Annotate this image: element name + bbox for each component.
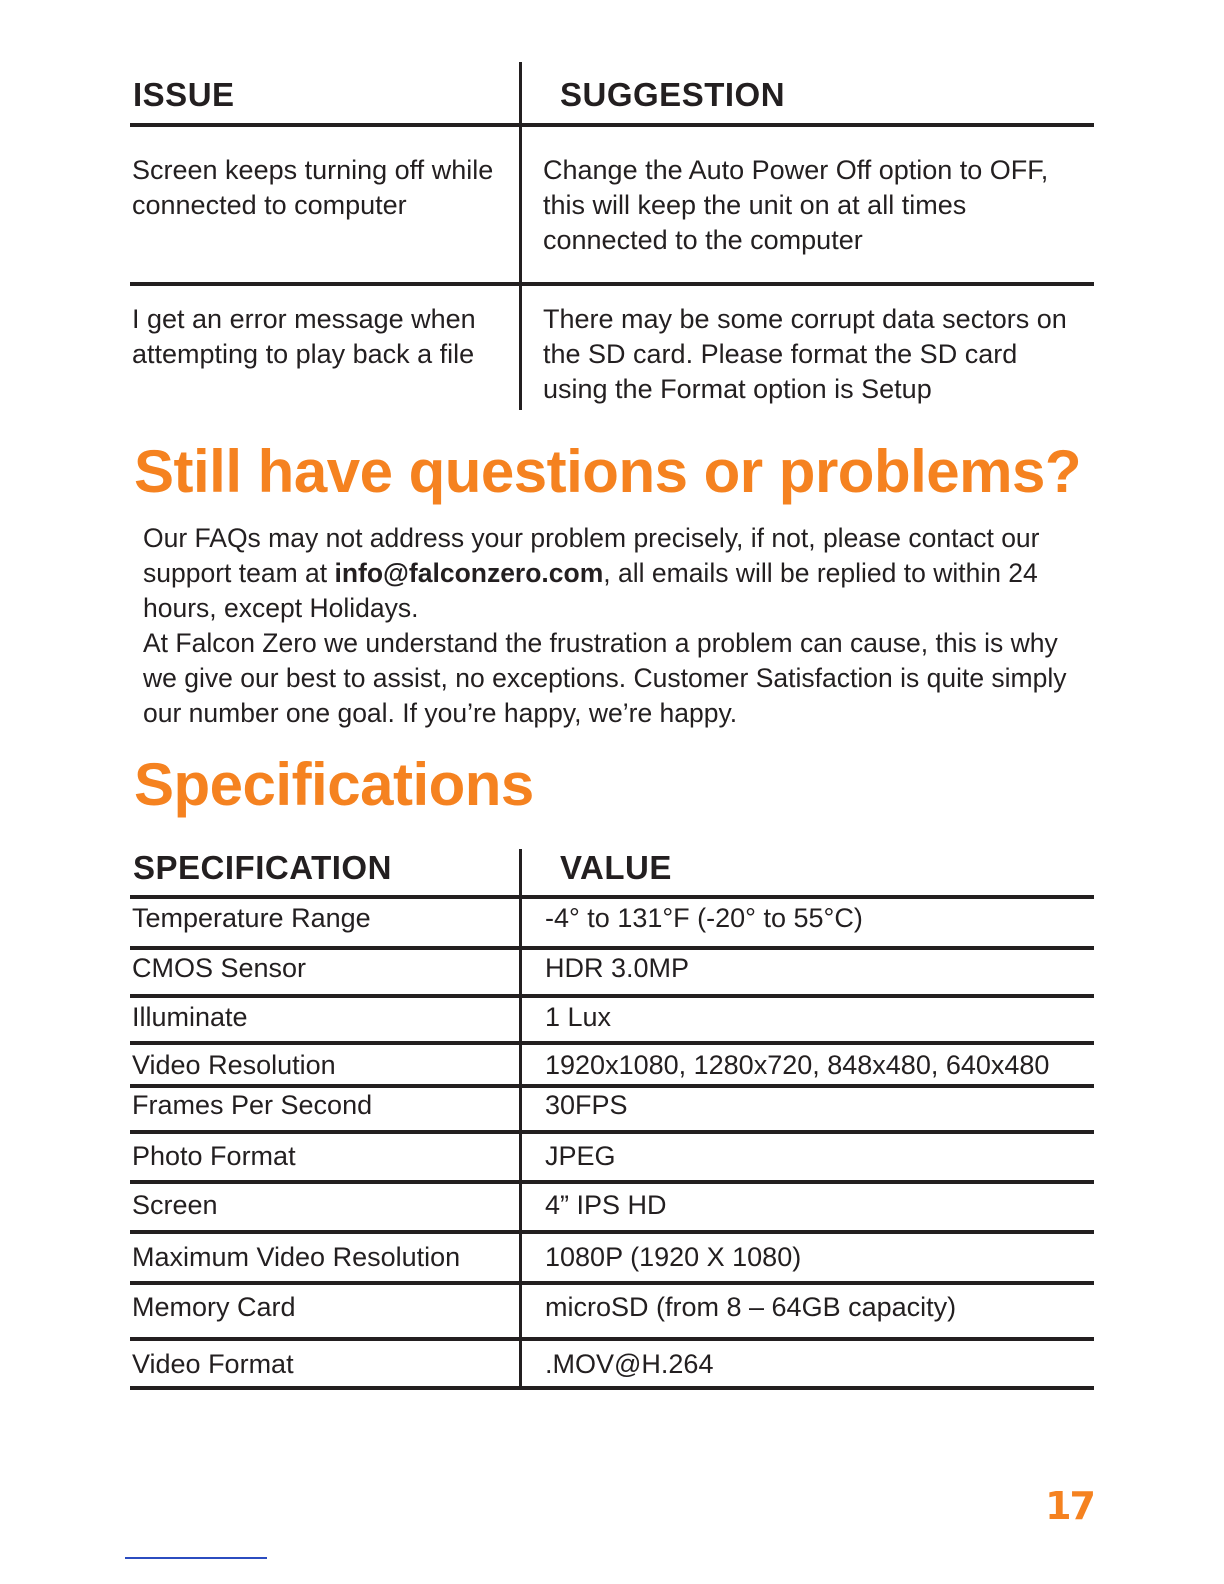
spec-rule: [130, 1130, 1094, 1134]
spec-rule: [130, 994, 1094, 998]
specs-table-divider: [519, 849, 522, 1389]
issue-2-line-1: I get an error message when: [132, 304, 476, 334]
issues-row-rule: [130, 282, 1094, 286]
spec-label: Temperature Range: [132, 903, 371, 933]
footer-underline: [125, 1557, 267, 1559]
spec-label: Screen: [132, 1190, 218, 1220]
issue-cell-2: [132, 302, 512, 372]
questions-paragraph-1: [143, 521, 1093, 625]
suggestion-1-line-3: connected to the computer: [543, 225, 863, 255]
spec-rule: [130, 1230, 1094, 1234]
spec-rule: [130, 1281, 1094, 1285]
issue-1-line-1: Screen keeps turning off while: [132, 155, 494, 185]
specifications-heading: Specifications: [134, 751, 534, 818]
spec-value: 4” IPS HD: [545, 1190, 667, 1220]
issues-header-rule: [130, 123, 1094, 127]
issue-1-line-2: connected to computer: [132, 190, 407, 220]
spec-value: 1 Lux: [545, 1002, 612, 1032]
suggestion-cell-1: [543, 153, 1093, 258]
suggestion-2-line-1: There may be some corrupt data sectors on: [543, 304, 1067, 334]
spec-value: 1080P (1920 X 1080): [545, 1242, 802, 1272]
spec-value: 30FPS: [545, 1090, 628, 1120]
issue-column-header: ISSUE: [133, 76, 235, 113]
suggestion-1-line-1: Change the Auto Power Off option to OFF,: [543, 155, 1049, 185]
spec-rule: [130, 1041, 1094, 1045]
specs-header-rule: [130, 895, 1094, 899]
questions-text-before-email: Our FAQs may not address your problem precisely, if not, please contact our support team at: [143, 523, 1040, 588]
spec-rule: [130, 1337, 1094, 1341]
spec-rule: [130, 946, 1094, 950]
issue-cell-1: [132, 153, 512, 223]
spec-value: JPEG: [545, 1141, 616, 1171]
questions-text-after-email: , all emails will be replied to within 24 hours, except Holidays.: [143, 557, 1038, 623]
suggestion-2-line-2: the SD card. Please format the SD card: [543, 339, 1018, 369]
spec-label: Illuminate: [132, 1002, 248, 1032]
suggestion-cell-2: [543, 302, 1093, 407]
issue-2-line-2: attempting to play back a file: [132, 339, 475, 369]
support-email: info@falconzero.com: [334, 557, 604, 588]
spec-value: microSD (from 8 – 64GB capacity): [545, 1292, 957, 1322]
spec-label: Video Resolution: [132, 1050, 336, 1080]
spec-rule: [130, 1180, 1094, 1184]
spec-value: 1920x1080, 1280x720, 848x480, 640x480: [545, 1050, 1050, 1080]
issues-table-divider: [519, 62, 522, 410]
spec-label: Memory Card: [132, 1292, 296, 1322]
value-column-header: VALUE: [560, 849, 672, 886]
spec-label: Photo Format: [132, 1141, 296, 1171]
spec-rule: [130, 1386, 1094, 1390]
spec-value: HDR 3.0MP: [545, 953, 690, 983]
suggestion-column-header: SUGGESTION: [560, 76, 786, 113]
suggestion-1-line-2: this will keep the unit on at all times: [543, 190, 967, 220]
spec-value: .MOV@H.264: [545, 1349, 714, 1379]
spec-rule: [130, 1084, 1094, 1088]
spec-label: Maximum Video Resolution: [132, 1242, 461, 1272]
questions-paragraph-2: At Falcon Zero we understand the frustration a problem can cause, this is why we give our best to assist, no exceptions. Customer Satisfaction is quite simply our number one goal. If you’re happy, we’re happy.: [143, 628, 1067, 728]
questions-heading: Still have questions or problems?: [134, 438, 1082, 505]
spec-value: -4° to 131°F (-20° to 55°C): [545, 903, 863, 933]
spec-label: CMOS Sensor: [132, 953, 307, 983]
page-number: 17: [1045, 1484, 1094, 1528]
specification-column-header: SPECIFICATION: [133, 849, 392, 886]
spec-label: Frames Per Second: [132, 1090, 373, 1120]
spec-label: Video Format: [132, 1349, 294, 1379]
suggestion-2-line-3: using the Format option is Setup: [543, 374, 932, 404]
